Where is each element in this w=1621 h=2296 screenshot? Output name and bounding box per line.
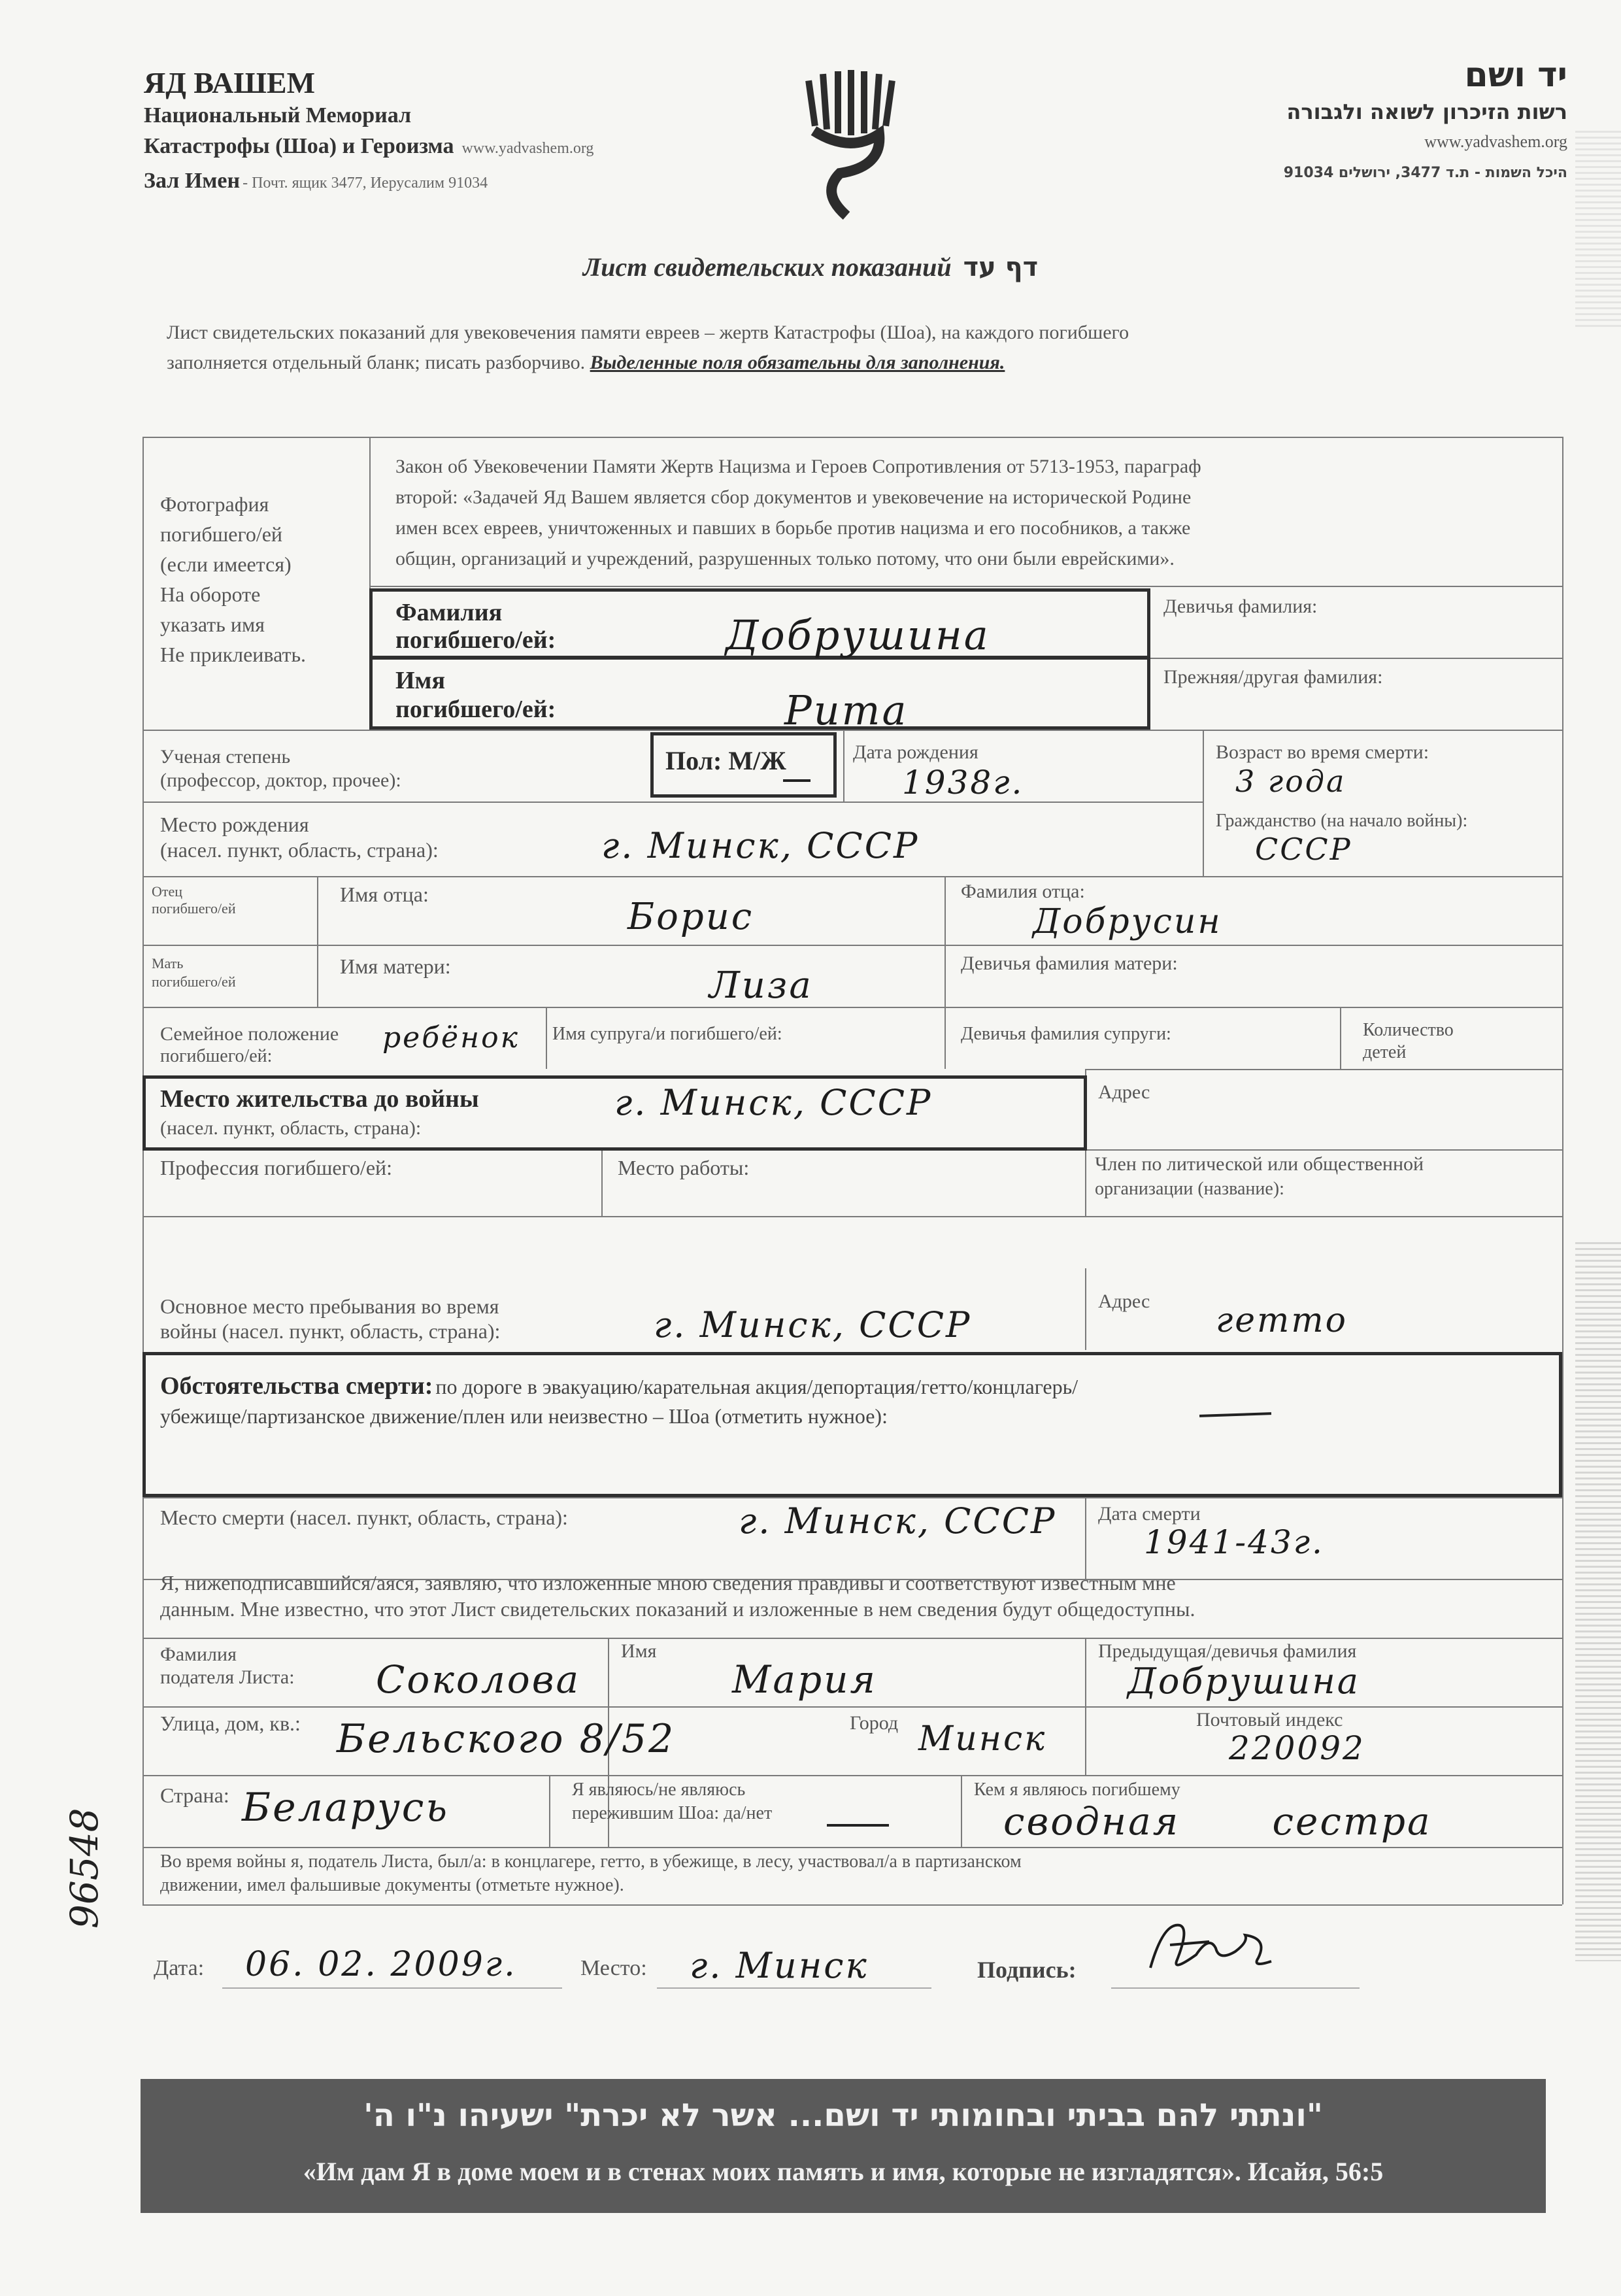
profession-label: Профессия погибшего/ей: xyxy=(160,1156,393,1179)
street-value[interactable]: Бельского 8/52 xyxy=(337,1716,676,1762)
website-left: www.yadvashem.org xyxy=(461,140,594,157)
birthplace-label-1: Место рождения xyxy=(160,813,309,836)
city-label: Город xyxy=(850,1712,899,1734)
circumstances-options-2: убежище/партизанское движение/плен или неизвестно – Шоа (отметить нужное): xyxy=(160,1404,888,1428)
deathplace-label: Место смерти (насел. пункт, область, страна): xyxy=(160,1506,568,1529)
date-value[interactable]: 06. 02. 2009г. xyxy=(245,1945,517,1984)
grid-line xyxy=(961,1775,962,1847)
intro-line-2 xyxy=(167,352,1005,374)
country-label: Страна: xyxy=(160,1783,229,1807)
age-value[interactable]: 3 года xyxy=(1235,764,1346,799)
submitter-surname-value[interactable]: Соколова xyxy=(376,1657,581,1702)
wartime-value[interactable]: г. Минск, СССР xyxy=(654,1304,972,1345)
survivor-mark xyxy=(827,1824,889,1827)
grid-line xyxy=(142,1638,1562,1639)
grid-line xyxy=(369,586,1562,587)
submitter-prev-label: Предыдущая/девичья фамилия xyxy=(1098,1640,1357,1662)
postal-value[interactable]: 220092 xyxy=(1229,1729,1365,1767)
grid-line xyxy=(142,802,1203,803)
degree-label-1: Ученая степень xyxy=(160,746,291,768)
street-label: Улица, дом, кв.: xyxy=(160,1712,301,1735)
membership-label-2: организации (название): xyxy=(1095,1179,1284,1199)
relation-label: Кем я являюсь погибшему xyxy=(974,1780,1180,1800)
photo-label-line: Фотография xyxy=(160,492,269,516)
residence-sub-label: (насел. пункт, область, страна): xyxy=(160,1117,422,1139)
wartime-note-1: Во время войны я, податель Листа, был/а: в концлагере, гетто, в убежище, в лесу, участвовал/а в партизанском xyxy=(160,1851,1022,1872)
firstname-label-1: Имя xyxy=(395,667,445,694)
residence-value[interactable]: г. Минск, СССР xyxy=(614,1082,933,1123)
citizenship-value[interactable]: СССР xyxy=(1255,832,1352,867)
circumstances-label: Обстоятельства смерти: xyxy=(160,1372,433,1400)
submitter-prev-value[interactable]: Добрушина xyxy=(1128,1661,1360,1702)
surname-label-1: Фамилия xyxy=(395,599,503,626)
grid-line xyxy=(142,1847,1562,1848)
birthplace-value[interactable]: г. Минск, СССР xyxy=(601,825,920,866)
survivor-label-1: Я являюсь/не являюсь xyxy=(572,1780,746,1800)
grid-line xyxy=(1085,1268,1086,1350)
submitter-surname-label-1: Фамилия xyxy=(160,1644,237,1665)
hall-of-names xyxy=(144,169,488,194)
grid-line xyxy=(546,1007,547,1069)
father-surname-value[interactable]: Добрусин xyxy=(1033,902,1222,941)
father-name-value[interactable]: Борис xyxy=(627,896,754,938)
date-label: Дата: xyxy=(154,1956,205,1980)
wartime-label-2: войны (насел. пункт, область, страна): xyxy=(160,1319,501,1343)
country-value[interactable]: Беларусь xyxy=(242,1785,450,1831)
photo-label-line: погибшего/ей xyxy=(160,522,283,546)
footer-banner xyxy=(141,2079,1546,2213)
grid-line xyxy=(142,1706,1562,1708)
title-he: דף עד xyxy=(963,252,1039,282)
grid-line xyxy=(142,945,1562,946)
grid-line xyxy=(142,1007,1562,1008)
photo-label-line: (если имеется) xyxy=(160,552,292,576)
law-line: имен всех евреев, уничтоженных и павших в борьбе против нацизма и его пособников, а также xyxy=(395,517,1191,539)
grid-line xyxy=(601,1149,603,1216)
grid-line xyxy=(1147,658,1562,659)
law-line: Закон об Увековечении Памяти Жертв Нацизма и Героев Сопротивления от 5713-1953, параграф xyxy=(395,456,1201,477)
survivor-label-2: пережившим Шоа: да/нет xyxy=(572,1803,773,1823)
banner-russian: «Им дам Я в доме моем и в стенах моих память и имя, которые не изгладятся». Исайя, 56:5 xyxy=(303,2157,1384,2186)
wartime-label-1: Основное место пребывания во время xyxy=(160,1294,499,1318)
title-ru: Лист свидетельских показаний xyxy=(582,252,952,282)
age-label: Возраст во время смерти: xyxy=(1216,741,1429,763)
surname-label-2: погибшего/ей: xyxy=(395,626,556,654)
spouse-maiden-label: Девичья фамилия супруги: xyxy=(961,1024,1171,1044)
date-line xyxy=(222,1987,562,1989)
children-label-1: Количество xyxy=(1363,1020,1454,1040)
wartime-address-label: Адрес xyxy=(1098,1291,1150,1312)
grid-line xyxy=(142,1904,1562,1906)
grid-line xyxy=(142,876,1562,877)
firstname-value[interactable]: Рита xyxy=(784,686,909,734)
grid-line xyxy=(142,1775,1562,1776)
authority-he: רשות הזיכרון לשואה ולגבורה xyxy=(1286,99,1567,124)
intro-line-1: Лист свидетельских показаний для увековечения памяти евреев – жертв Катастрофы (Шоа), на каждого погибшего xyxy=(167,322,1129,343)
wartime-note-2: движении, имел фальшивые документы (отметьте нужное). xyxy=(160,1875,624,1895)
address-he: היכל השמות - ת.ד 3477, ירושלים 91034 xyxy=(1283,165,1567,181)
mother-name-value[interactable]: Лиза xyxy=(709,964,813,1007)
address-label: Адрес xyxy=(1098,1081,1150,1103)
grid-line xyxy=(1562,437,1563,1904)
grid-line xyxy=(142,437,144,1904)
deathdate-value[interactable]: 1941-43г. xyxy=(1144,1523,1324,1561)
deathdate-label: Дата смерти xyxy=(1098,1503,1201,1525)
form-title xyxy=(0,252,1621,282)
place-label: Место: xyxy=(580,1956,647,1980)
place-line xyxy=(657,1987,931,1989)
grid-line xyxy=(549,1775,550,1847)
other-surname-label: Прежняя/другая фамилия: xyxy=(1163,666,1383,688)
law-text xyxy=(395,451,1201,574)
intro-emphasis: Выделенные поля обязательны для заполнения. xyxy=(590,352,1005,373)
grid-line xyxy=(142,1216,1562,1217)
mother-maiden-label: Девичья фамилия матери: xyxy=(961,953,1178,974)
citizenship-label: Гражданство (на начало войны): xyxy=(1216,811,1468,831)
grid-line xyxy=(1340,1007,1341,1069)
maiden-name-label: Девичья фамилия: xyxy=(1163,596,1318,617)
org-subtitle-2 xyxy=(144,134,593,159)
photo-label-line: указать имя xyxy=(160,613,265,636)
wartime-address-value[interactable]: гетто xyxy=(1216,1301,1348,1340)
submitter-name-value[interactable]: Мария xyxy=(732,1657,877,1702)
org-name-he: יד ושם xyxy=(1464,56,1567,95)
surname-value[interactable]: Добрушина xyxy=(726,611,990,659)
spouse-name-label: Имя супруга/и погибшего/ей: xyxy=(552,1024,782,1044)
photo-label xyxy=(160,489,306,669)
birthdate-value[interactable]: 1938г. xyxy=(902,764,1024,802)
firstname-label-2: погибшего/ей: xyxy=(395,696,556,723)
relation-value[interactable]: сводная сестра xyxy=(1003,1799,1432,1844)
sex-selected-underline xyxy=(783,779,811,782)
father-surname-label: Фамилия отца: xyxy=(961,881,1085,902)
postal-label: Почтовый индекс xyxy=(1196,1709,1343,1730)
submitter-surname-label-2: подателя Листа: xyxy=(160,1666,295,1688)
deathplace-value[interactable]: г. Минск, СССР xyxy=(739,1500,1057,1542)
scan-noise xyxy=(1575,1242,1621,1961)
father-label-2: погибшего/ей xyxy=(152,900,236,917)
place-value[interactable]: г. Минск xyxy=(690,1945,869,1986)
marital-label-1: Семейное положение xyxy=(160,1023,339,1045)
intro-line-2-text: заполняется отдельный бланк; писать разборчиво. xyxy=(167,352,586,373)
birthdate-label: Дата рождения xyxy=(853,741,978,763)
signature-mark xyxy=(1137,1909,1281,1991)
marital-value[interactable]: ребёнок xyxy=(382,1021,520,1055)
photo-label-line: На обороте xyxy=(160,582,261,606)
grid-line xyxy=(944,876,946,1069)
workplace-label: Место работы: xyxy=(618,1156,750,1179)
menorah-icon xyxy=(801,69,899,226)
grid-line xyxy=(142,1497,1562,1498)
grid-line xyxy=(843,730,844,802)
grid-line xyxy=(317,876,318,1007)
website-right: www.yadvashem.org xyxy=(1424,132,1567,151)
grid-line xyxy=(1085,1497,1086,1579)
children-label-2: детей xyxy=(1363,1042,1407,1062)
org-subtitle-2-text: Катастрофы (Шоа) и Героизма xyxy=(144,134,454,158)
yad-vashem-logo xyxy=(801,69,899,226)
degree-label-2: (профессор, доктор, прочее): xyxy=(160,769,401,791)
org-subtitle-1: Национальный Мемориал xyxy=(144,103,412,127)
law-line: общин, организаций и учреждений, разрушенных только потому, что они были еврейскими». xyxy=(395,548,1175,569)
scan-noise xyxy=(1575,131,1621,327)
signature-icon xyxy=(1137,1909,1281,1987)
father-name-label: Имя отца: xyxy=(340,883,429,906)
hall-name: Зал Имен xyxy=(144,169,241,193)
residence-label: Место жительства до войны xyxy=(160,1085,479,1113)
grid-line xyxy=(1085,1069,1562,1070)
grid-line xyxy=(1203,730,1204,876)
father-label-1: Отец xyxy=(152,883,183,900)
org-name-ru: ЯД ВАШЕМ xyxy=(144,66,315,99)
mother-label-1: Мать xyxy=(152,955,184,971)
marital-label-2: погибшего/ей: xyxy=(160,1046,273,1066)
city-value[interactable]: Минск xyxy=(918,1719,1047,1759)
birthplace-label-2: (насел. пункт, область, страна): xyxy=(160,838,439,862)
law-line: второй: «Задачей Яд Вашем является сбор документов и увековечение на исторической Родине xyxy=(395,486,1192,508)
circumstances-options-1: по дороге в эвакуацию/карательная акция/депортация/гетто/концлагерь/ xyxy=(435,1375,1078,1398)
declaration-line-1: Я, нижеподписавшийся/аяся, заявляю, что изложенные мною сведения правдивы и соответствуют известным мне xyxy=(160,1571,1176,1595)
grid-line xyxy=(142,437,1562,438)
declaration-line-2: данным. Мне известно, что этот Лист свидетельских показаний и изложенные в нем сведения будут общедоступны. xyxy=(160,1597,1195,1621)
submitter-name-label: Имя xyxy=(621,1640,657,1662)
banner-hebrew: "ונתתי להם בביתי ובחומותי יד ושם... אשר לא יכרת" ישעיהו נ"ו ה' xyxy=(363,2097,1323,2134)
photo-label-line: Не приклеивать. xyxy=(160,643,307,666)
mother-name-label: Имя матери: xyxy=(340,954,451,978)
side-record-number: 96548 xyxy=(62,1808,107,1929)
signature-label: Подпись: xyxy=(977,1957,1077,1983)
circumstances-line-1 xyxy=(160,1372,1078,1400)
mother-label-2: погибшего/ей xyxy=(152,973,236,990)
sex-label[interactable]: Пол: М/Ж xyxy=(665,746,786,775)
hall-address: - Почт. ящик 3477, Иерусалим 91034 xyxy=(242,175,488,192)
membership-label-1: Член по литической или общественной xyxy=(1095,1153,1424,1175)
